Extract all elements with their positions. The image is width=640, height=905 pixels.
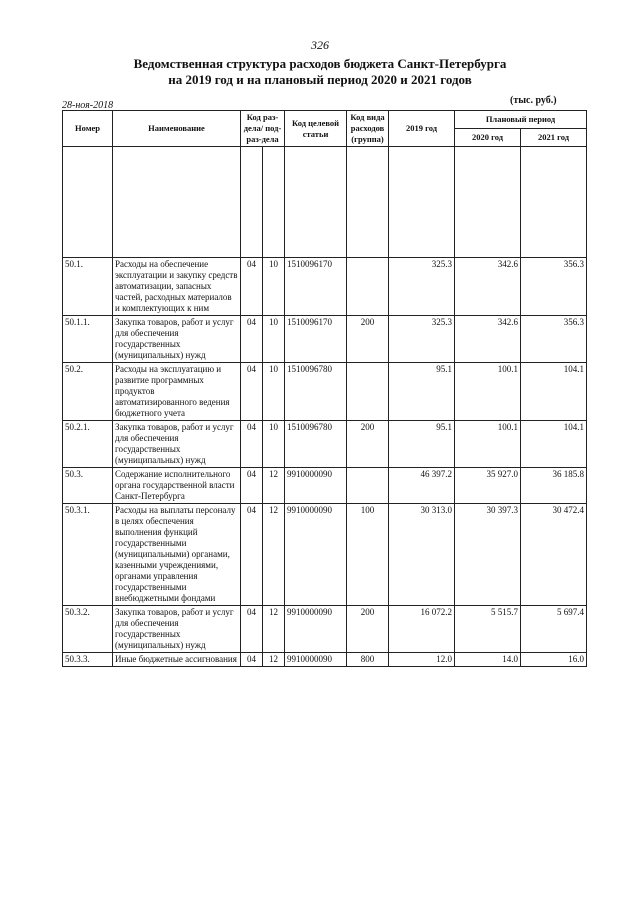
cell-article: 1510096780 [285,421,347,468]
cell-article: 1510096780 [285,363,347,421]
cell-y2019: 95.1 [389,421,455,468]
cell-group: 200 [347,316,389,363]
cell-sec2: 10 [263,421,285,468]
cell-name: Закупка товаров, работ и услуг для обеспечения государственных (муниципальных) нужд [113,606,241,653]
table-row [63,653,587,667]
cell-sec1: 04 [241,504,263,606]
cell-name: Закупка товаров, работ и услуг для обеспечения государственных (муниципальных) нужд [113,316,241,363]
cell-y2019: 95.1 [389,363,455,421]
cell-y2021: 5 697.4 [521,606,587,653]
cell-article: 9910000090 [285,606,347,653]
page-title [0,56,640,88]
cell-num: 50.3.2. [63,606,113,653]
header-group: Код вида расходов (группа) [347,111,389,147]
cell-article: 1510096170 [285,258,347,316]
cell-y2019: 325.3 [389,316,455,363]
cell-y2020: 100.1 [455,363,521,421]
cell-y2019: 16 072.2 [389,606,455,653]
title-line-1: Ведомственная структура расходов бюджета Санкт-Петербурга [133,56,507,71]
table-row [63,316,587,363]
page-number: 326 [311,38,329,52]
table-row [63,504,587,606]
cell-group: 100 [347,504,389,606]
cell-sec1: 04 [241,468,263,504]
cell-num: 50.3. [63,468,113,504]
cell-y2020: 35 927.0 [455,468,521,504]
cell-sec2: 12 [263,653,285,667]
cell-sec1: 04 [241,363,263,421]
cell-name: Иные бюджетные ассигнования [113,653,241,667]
cell-name: Расходы на обеспечение эксплуатации и закупку средств автоматизации, запасных частей, расходных материалов и комплектующих к ним [113,258,241,316]
cell-num: 50.3.1. [63,504,113,606]
cell-y2020: 100.1 [455,421,521,468]
cell-group [347,258,389,316]
cell-article: 9910000090 [285,468,347,504]
cell-name: Расходы на эксплуатацию и развитие программных продуктов автоматизированного ведения бюджетного учета [113,363,241,421]
cell-sec1: 04 [241,316,263,363]
cell-sec2: 10 [263,363,285,421]
cell-num: 50.2. [63,363,113,421]
budget-table [62,110,587,667]
cell-sec1: 04 [241,653,263,667]
cell-sec2: 10 [263,316,285,363]
cell-num: 50.1.1. [63,316,113,363]
cell-sec2: 12 [263,504,285,606]
cell-name: Закупка товаров, работ и услуг для обеспечения государственных (муниципальных) нужд [113,421,241,468]
cell-article: 9910000090 [285,653,347,667]
table-row [63,421,587,468]
cell-y2021: 30 472.4 [521,504,587,606]
cell-y2019: 12.0 [389,653,455,667]
cell-group [347,468,389,504]
cell-y2020: 5 515.7 [455,606,521,653]
cell-group [347,363,389,421]
table-header [63,111,587,147]
cell-y2020: 342.6 [455,258,521,316]
cell-y2019: 46 397.2 [389,468,455,504]
cell-num: 50.1. [63,258,113,316]
cell-sec2: 12 [263,468,285,504]
header-num: Номер [63,111,113,147]
cell-name: Расходы на выплаты персоналу в целях обеспечения выполнения функций государственными (муниципальными) органами, казенными учреждениями, органами управления государственными внебюджетными фондами [113,504,241,606]
table-row [63,363,587,421]
cell-sec1: 04 [241,258,263,316]
cell-group: 200 [347,421,389,468]
units-label: (тыс. руб.) [510,95,557,106]
cell-y2021: 356.3 [521,316,587,363]
cell-sec2: 12 [263,606,285,653]
title-line-2: на 2019 год и на плановый период 2020 и 2021 годов [168,72,472,87]
cell-article: 9910000090 [285,504,347,606]
cell-y2019: 30 313.0 [389,504,455,606]
table-row [63,258,587,316]
cell-name: Содержание исполнительного органа государственной власти Санкт-Петербурга [113,468,241,504]
table-row [63,468,587,504]
table-body [63,147,587,667]
cell-sec1: 04 [241,606,263,653]
header-2019: 2019 год [389,111,455,147]
cell-y2020: 342.6 [455,316,521,363]
cell-y2020: 30 397.3 [455,504,521,606]
header-name: Наименование [113,111,241,147]
cell-group: 800 [347,653,389,667]
header-section: Код раз-дела/ под-раз-дела [241,111,285,147]
cell-sec2: 10 [263,258,285,316]
cell-y2021: 356.3 [521,258,587,316]
cell-y2019: 325.3 [389,258,455,316]
cell-article: 1510096170 [285,316,347,363]
header-planned: Плановый период [455,111,587,129]
header-2021: 2021 год [521,129,587,147]
header-2020: 2020 год [455,129,521,147]
cell-y2021: 104.1 [521,363,587,421]
cell-num: 50.3.3. [63,653,113,667]
header-spacer-row [63,147,587,258]
cell-y2021: 16.0 [521,653,587,667]
cell-num: 50.2.1. [63,421,113,468]
cell-sec1: 04 [241,421,263,468]
table-row [63,606,587,653]
document-date: 28-ноя-2018 [62,100,114,111]
cell-y2021: 104.1 [521,421,587,468]
header-article: Код целевой статьи [285,111,347,147]
cell-group: 200 [347,606,389,653]
cell-y2021: 36 185.8 [521,468,587,504]
cell-y2020: 14.0 [455,653,521,667]
